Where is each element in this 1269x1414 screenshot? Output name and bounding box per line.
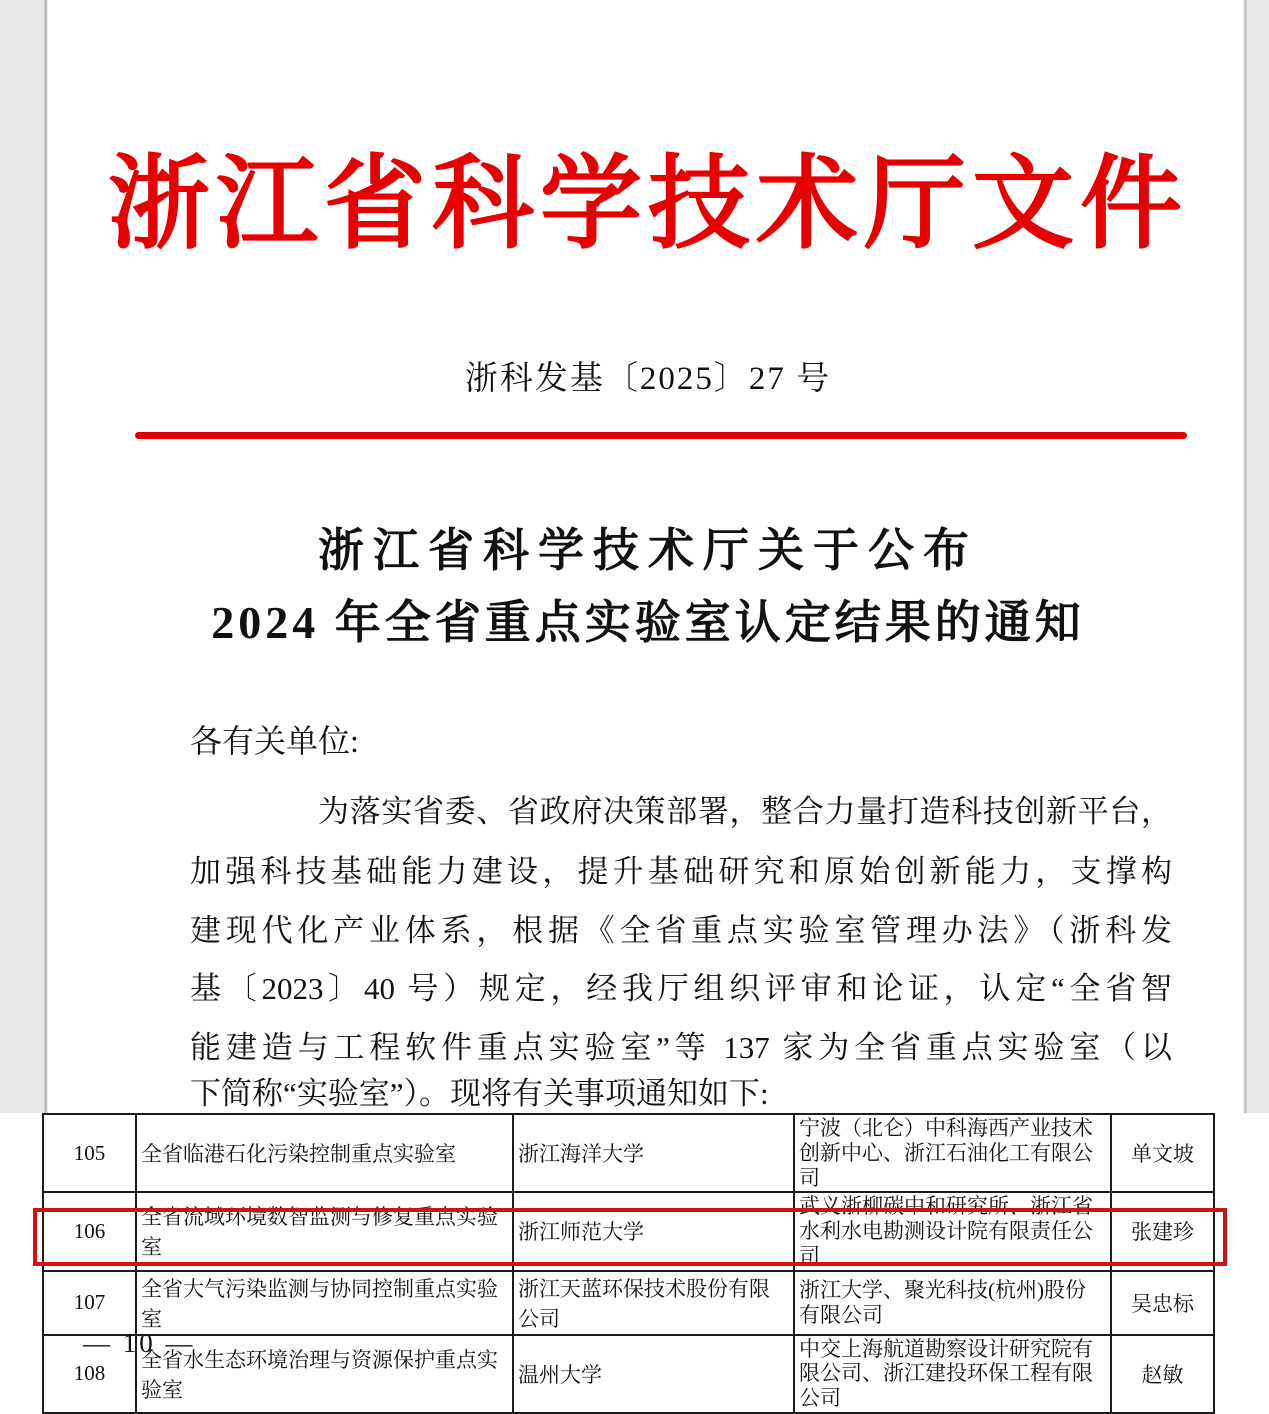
document-number: 浙科发基〔2025〕27 号 xyxy=(464,361,832,397)
lab-director: 赵敏 xyxy=(1111,1335,1214,1413)
notice-title xyxy=(48,525,1248,648)
partner-units: 武义浙柳碳中和研究所、浙江省水利水电勘测设计院有限责任公司 xyxy=(794,1192,1111,1270)
row-number: 105 xyxy=(43,1114,136,1192)
body-line: 建现代化产业体系，根据《全省重点实验室管理办法》（浙科发 xyxy=(190,913,1172,948)
notice-title-line2: 2024 年全省重点实验室认定结果的通知 xyxy=(211,597,1085,648)
page-number: — 10 — xyxy=(83,1328,196,1358)
lab-name: 全省流域环境数智监测与修复重点实验室 xyxy=(136,1192,513,1270)
table-row xyxy=(43,1192,1214,1270)
row-number: 106 xyxy=(43,1192,136,1270)
table-row xyxy=(43,1114,1214,1192)
lab-director: 张建珍 xyxy=(1111,1192,1214,1270)
letterhead-title: 浙江省科学技术厅文件 xyxy=(108,149,1188,262)
partner-units: 浙江大学、聚光科技(杭州)股份有限公司 xyxy=(794,1271,1111,1335)
lab-name: 全省临港石化污染控制重点实验室 xyxy=(136,1114,513,1192)
host-unit: 浙江师范大学 xyxy=(513,1192,794,1270)
lab-director: 吴忠标 xyxy=(1111,1271,1214,1335)
notice-title-line1: 浙江省科学技术厅关于公布 xyxy=(318,525,978,576)
host-unit: 浙江海洋大学 xyxy=(513,1114,794,1192)
body-line: 能建造与工程软件重点实验室”等 137 家为全省重点实验室（以 xyxy=(190,1030,1172,1065)
letterhead-rule xyxy=(135,432,1187,439)
partner-units: 宁波（北仑）中科海西产业技术创新中心、浙江石油化工有限公司 xyxy=(794,1114,1111,1192)
body-line: 加强科技基础能力建设，提升基础研究和原始创新能力，支撑构 xyxy=(190,854,1172,889)
body-line: 下简称“实验室”）。现将有关事项通知如下: xyxy=(190,1076,769,1111)
host-unit: 温州大学 xyxy=(513,1335,794,1413)
lab-name: 全省水生态环境治理与资源保护重点实验室 xyxy=(136,1335,513,1413)
lab-results-table xyxy=(42,1113,1215,1414)
row-number: 107 xyxy=(43,1271,136,1335)
scan-background-left xyxy=(0,0,44,1113)
host-unit: 浙江天蓝环保技术股份有限公司 xyxy=(513,1271,794,1335)
body-line: 为落实省委、省政府决策部署，整合力量打造科技创新平台， xyxy=(318,794,1172,829)
partner-units: 中交上海航道勘察设计研究院有限公司、浙江建投环保工程有限公司 xyxy=(794,1335,1111,1413)
body-line: 基〔2023〕40 号）规定，经我厅组织评审和论证，认定“全省智 xyxy=(190,971,1172,1006)
table-row-highlighted xyxy=(43,1271,1214,1335)
table-row xyxy=(43,1335,1214,1413)
scan-background-right xyxy=(1247,0,1269,1113)
lab-director: 单文坡 xyxy=(1111,1114,1214,1192)
salutation: 各有关单位: xyxy=(190,723,359,759)
lab-name: 全省大气污染监测与协同控制重点实验室 xyxy=(136,1271,513,1335)
row-number: 108 xyxy=(43,1335,136,1413)
